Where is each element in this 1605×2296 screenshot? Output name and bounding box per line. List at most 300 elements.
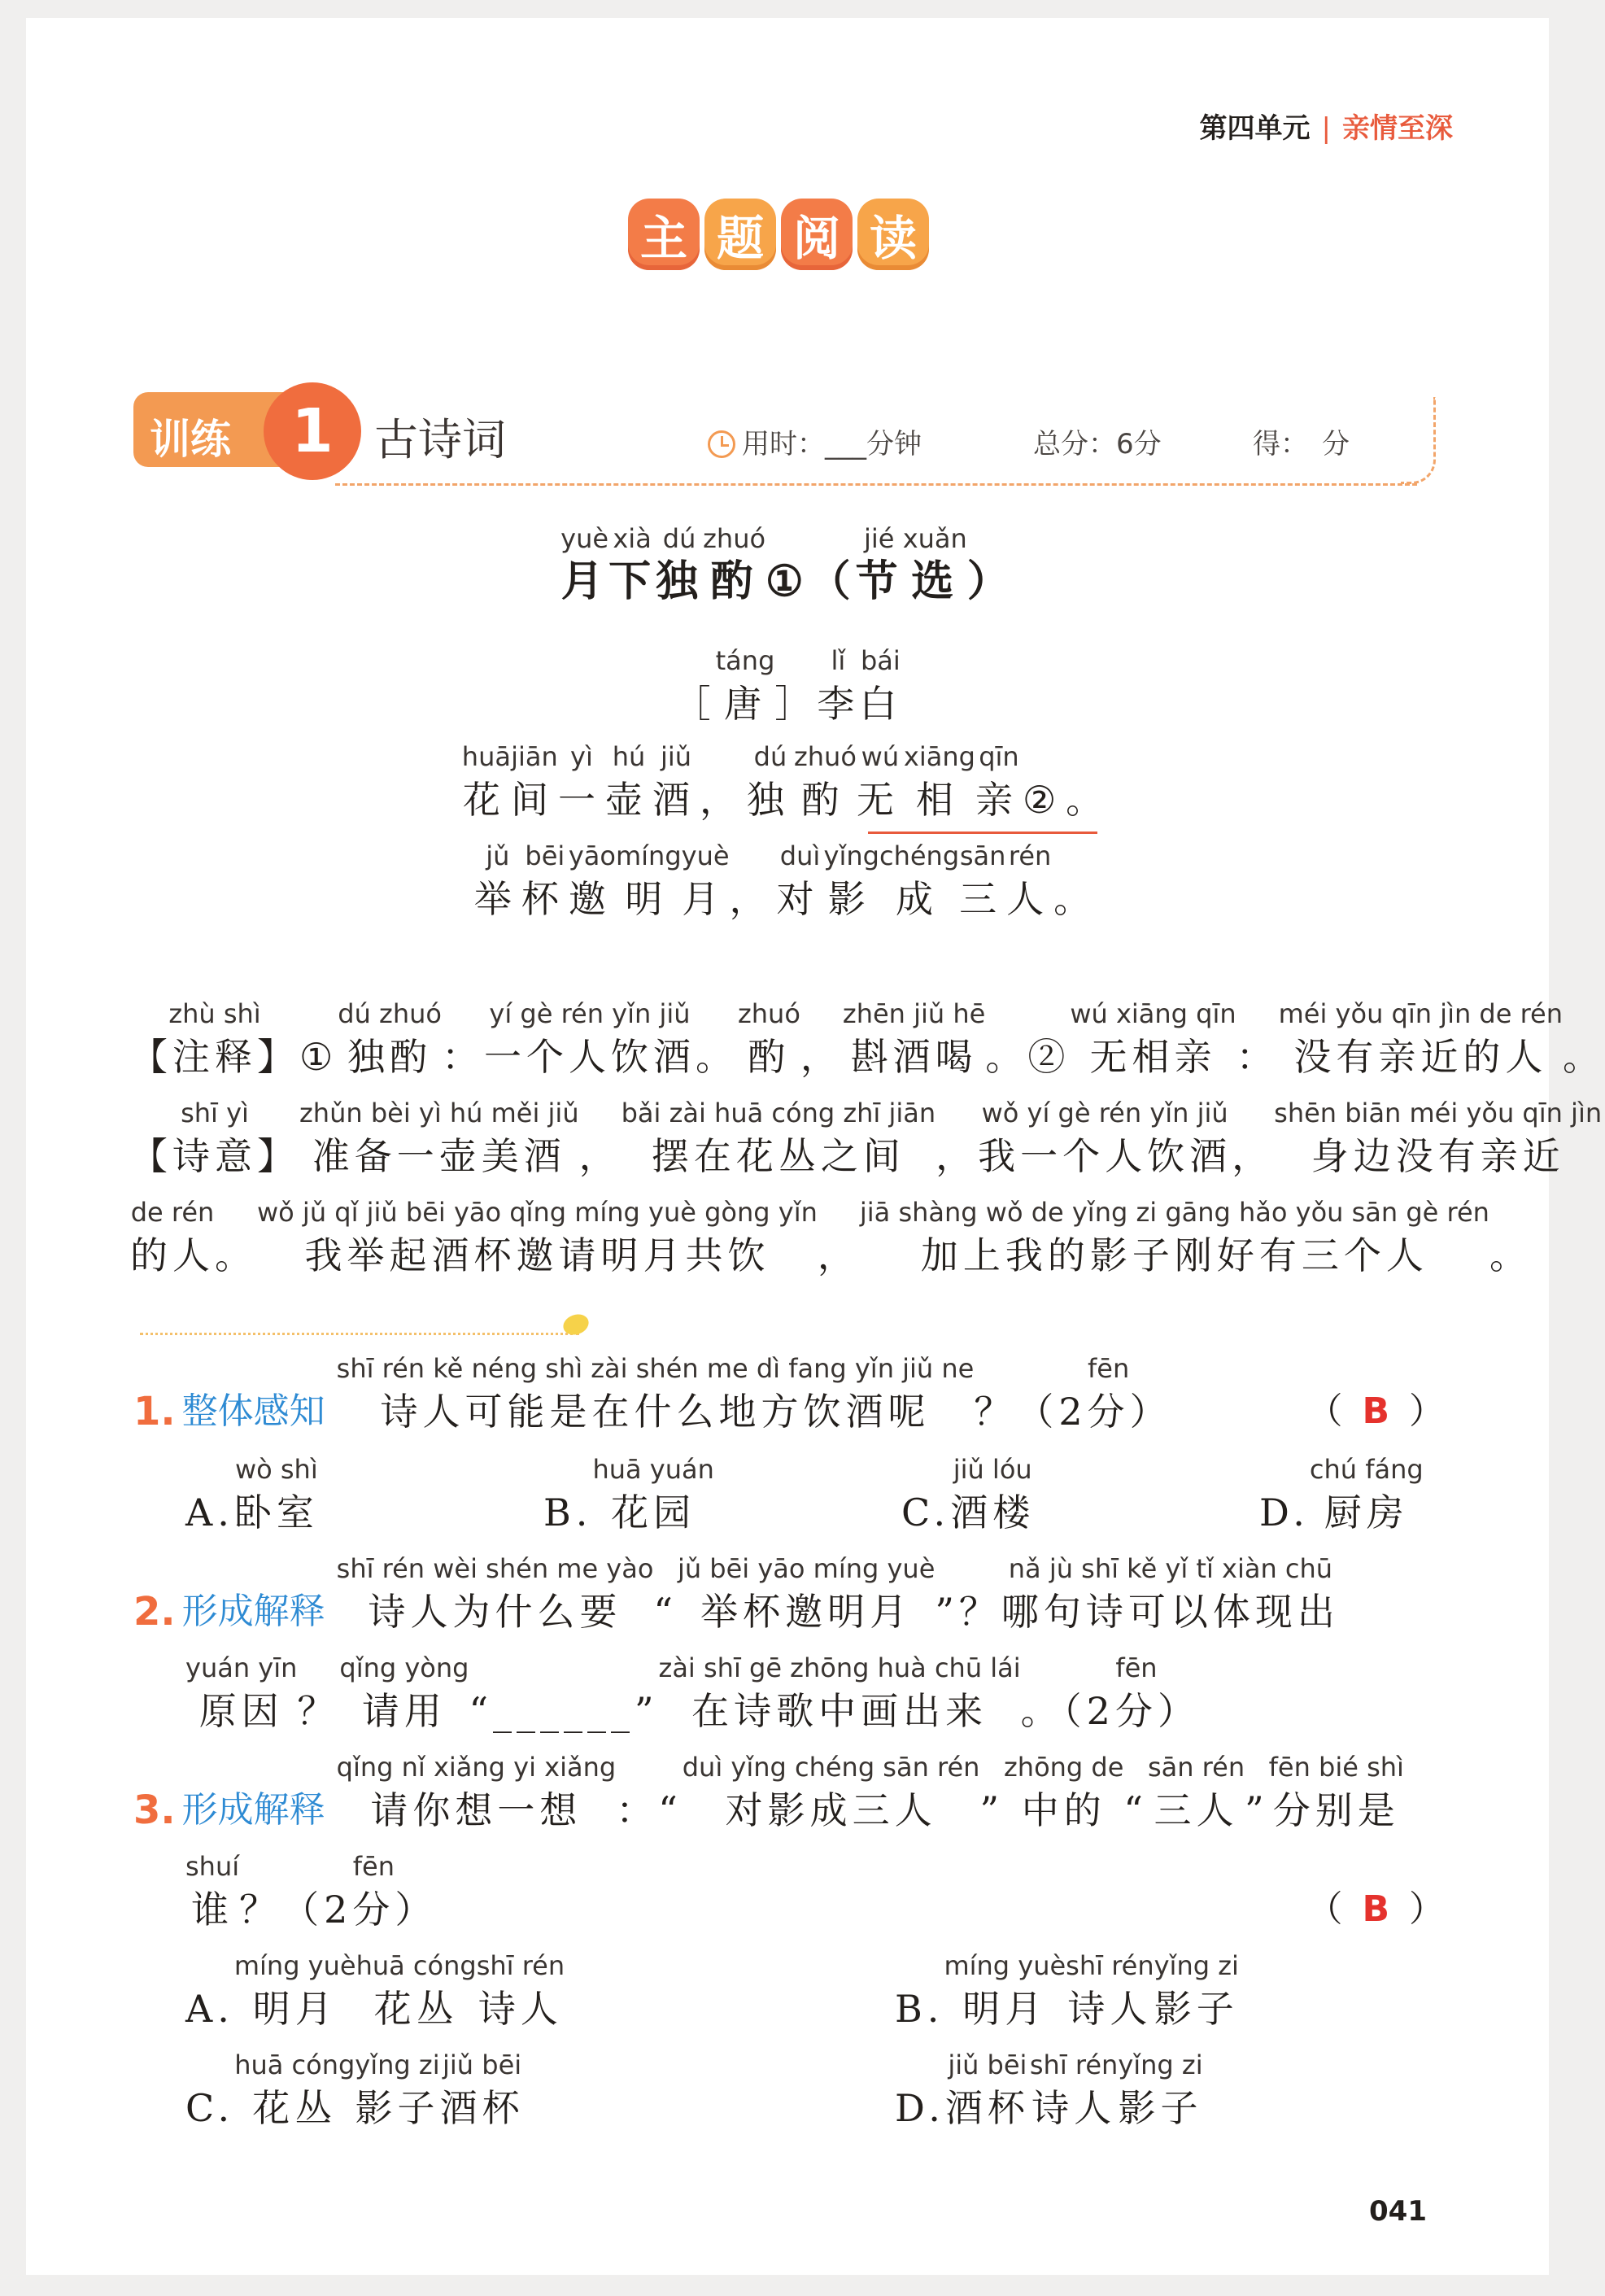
question-number: 2. [133,1589,176,1635]
hanzi: 明月 [962,1987,1048,2031]
ruby-segment [297,1652,339,1738]
ruby-segment [234,1453,319,1539]
ruby-segment [843,997,985,1084]
hanzi: 。 [1053,877,1101,921]
question-tag: 整体感知 [181,1390,325,1432]
hanzi: 分 [1114,1689,1158,1733]
ruby-segment [299,997,338,1084]
hanzi: ”？ [935,1590,1001,1634]
pinyin: fēn [352,1851,395,1882]
hanzi: ， [817,1233,860,1277]
ruby-segment [860,1196,1489,1282]
hanzi: 节 [855,557,903,606]
hanzi: 在诗歌中画出来 [691,1689,988,1733]
ruby-segment [1053,840,1101,926]
pinyin: zhuó [793,741,857,772]
ruby-segment [985,997,1070,1084]
hanzi: 白 [859,682,902,726]
hanzi: ：“ [616,1788,683,1832]
hanzi: 举杯邀明月 [700,1590,913,1634]
pinyin: yí gè rén yǐn jiǔ [489,998,691,1029]
ruby-segment [979,1751,1004,1837]
ruby-segment [477,1949,565,2036]
pinyin: jiǔ bēi [948,2049,1027,2080]
answer-bracket-1 [1306,1385,1445,1438]
ruby-segment [895,1949,944,2036]
pinyin: de rén [130,1197,215,1228]
hanzi: ” [979,1788,1004,1832]
question-text [337,1352,1172,1438]
hanzi: 分别是 [1272,1788,1400,1832]
hanzi: 。 [215,1233,257,1277]
hanzi: 的人 [130,1233,215,1277]
hanzi: 唐 [724,682,766,726]
ruby-segment [959,840,1006,926]
hanzi: “ [1123,1788,1148,1832]
hanzi: 三 [959,877,1007,921]
hanzi: 明 [625,877,673,921]
hanzi: 影子 [1118,2086,1203,2130]
hanzi: ： [1236,1035,1279,1079]
pinyin: fēn bié shì [1268,1752,1404,1783]
pinyin: jiǔ [660,741,691,772]
hanzi: ［ [673,682,716,726]
ruby-segment [682,840,730,926]
bracket-close: ） [1409,1888,1445,1930]
hanzi: 准备一壶美酒 [312,1134,566,1178]
hanzi: 亲 [975,778,1023,822]
hanzi: 一个人饮酒 [483,1035,696,1079]
option-b[interactable] [895,1949,1239,2036]
title-char: 主 [628,199,700,270]
ruby-segment [257,1196,818,1282]
question-number: 1. [133,1389,176,1434]
hanzi: 【注释】 [130,1035,299,1079]
ruby-segment [974,1352,1058,1438]
ruby-segment [440,2049,525,2135]
ruby-segment [1130,1352,1172,1438]
unit-label: 第四单元 [1199,112,1311,145]
ruby-segment [1563,997,1605,1084]
ruby-segment [703,522,765,609]
hanzi: 独酌 [347,1035,433,1079]
ruby-segment [975,740,1023,827]
pinyin: jiǔ lóu [953,1454,1032,1485]
ruby-segment [338,997,442,1084]
pinyin: fēn [1088,1353,1130,1384]
pinyin: wú xiāng qīn [1070,998,1236,1029]
pinyin: zhǔn bèi yì hú měi jiǔ [299,1098,579,1128]
hanzi: 成 [896,877,944,921]
ruby-segment [856,522,903,609]
hanzi: 酒杯 [439,2086,525,2130]
ruby-segment [1274,1097,1602,1183]
pinyin: yuè [681,840,730,871]
ruby-segment [653,1552,678,1639]
ruby-segment [215,1196,257,1282]
ruby-segment [935,1552,1001,1639]
pinyin: xià [613,523,652,554]
hanzi: 诗人为什么要 [368,1590,622,1634]
page-number: 041 [1369,2195,1427,2228]
ruby-segment [605,740,652,827]
bracket-open: （ [1306,1390,1343,1432]
hanzi: “ [653,1590,678,1634]
hanzi: 相 [915,778,963,822]
ruby-segment [355,2049,439,2135]
notes-line-2 [130,1097,1602,1183]
pinyin: wò shì [234,1454,318,1485]
bracket-open: （ [1306,1888,1343,1930]
hanzi: 影子 [355,2086,440,2130]
hanzi: 对影成三人 [725,1788,937,1832]
hanzi: 人 [1006,877,1054,921]
ruby-segment [765,522,856,609]
hanzi: 月 [560,557,608,606]
question-2 [133,1552,1340,1639]
pinyin: xuǎn [902,523,967,554]
pinyin: yǐng zi [1118,2049,1203,2080]
question-text [337,1552,1340,1639]
hanzi: 中的 [1021,1788,1106,1832]
hanzi: ， [578,1134,622,1178]
ruby-segment [1066,1949,1154,2036]
hanzi: 分 [352,1888,395,1932]
hanzi: 酌 [801,778,849,822]
pinyin: shuí [185,1851,240,1882]
pinyin: rén [1008,840,1052,871]
pinyin: xiāng [903,741,975,772]
option-b[interactable] [543,1453,714,1539]
ruby-segment [936,1097,978,1183]
ruby-segment [462,740,511,827]
ruby-segment [511,740,558,827]
hanzi: 。 [1563,1035,1605,1079]
ruby-segment [1158,1652,1200,1738]
hanzi: 诗人 [1031,2086,1117,2130]
hanzi: 谁 [191,1888,234,1932]
ruby-segment [469,1652,658,1738]
ruby-segment [130,997,299,1084]
ruby-segment [299,1097,579,1183]
ruby-segment [1259,1453,1310,1539]
answer-underline [868,832,1097,834]
ruby-segment [738,997,800,1084]
ruby-segment [130,1196,215,1282]
ruby-segment [1123,1751,1148,1837]
hanzi: 无 [856,778,904,822]
pinyin: jǔ bēi yāo míng yuè [677,1553,936,1584]
ruby-segment [903,522,967,609]
hanzi: 间 [510,778,558,822]
hanzi: 摆在花丛之间 [651,1134,905,1178]
hanzi: ？（ [974,1390,1059,1434]
ruby-segment [1236,997,1279,1084]
pinyin: táng [715,645,775,676]
ruby-segment [234,2049,355,2135]
hanzi: 没有亲近的人 [1293,1035,1548,1079]
ruby-segment [904,740,975,827]
unit-theme: 亲情至深 [1342,112,1453,145]
ruby-segment [352,1850,395,1936]
ruby-segment [700,740,747,827]
hanzi: 酒楼 [950,1491,1036,1534]
pinyin: zhuó [703,523,766,554]
divider-curl [1401,397,1436,484]
pinyin: sān rén [1147,1752,1245,1783]
pinyin: duì yǐng chéng sān rén [682,1752,980,1783]
ruby-segment [747,740,794,827]
option-a[interactable] [185,1949,565,2036]
hanzi: ① [299,1035,338,1079]
ruby-segment [824,840,879,926]
pinyin: yuán yīn [185,1652,298,1683]
pinyin: yāo [568,840,616,871]
pinyin: shī rén [1029,2049,1119,2080]
ruby-segment [1001,1552,1340,1639]
hanzi: 影子 [1154,1987,1239,2031]
ruby-segment [395,1850,437,1936]
ruby-segment [1245,1751,1269,1837]
ruby-segment [1006,840,1053,926]
pinyin: jiǔ bēi [443,2049,522,2080]
ruby-segment [484,997,696,1084]
hanzi: 独 [656,557,704,606]
ruby-segment [950,1453,1035,1539]
ruby-segment [1279,997,1563,1084]
question-tag: 形成解释 [181,1591,325,1632]
question-tag: 形成解释 [181,1789,325,1831]
title-char: 题 [704,199,776,270]
poem-author [26,644,1549,731]
ruby-segment [857,740,904,827]
option-c[interactable] [901,1453,1035,1539]
ruby-segment [1058,1352,1087,1438]
hanzi: 身边没有亲近 [1311,1134,1565,1178]
pinyin: wǒ yí gè rén yǐn jiǔ [981,1098,1228,1128]
hanzi: 【诗意】 [130,1134,299,1178]
pinyin: wú [861,741,900,772]
pinyin: zhuó [737,998,800,1029]
ruby-segment [674,644,716,731]
hanzi: 花 [462,778,510,822]
ruby-segment [800,997,843,1084]
ruby-segment [185,1652,297,1738]
pinyin: yuè [560,523,609,554]
ruby-segment [794,740,857,827]
hanzi: 诗人可能是在什么地方饮酒呢 [380,1390,931,1434]
ruby-segment [569,840,616,926]
ruby-segment [1023,740,1113,827]
pinyin: yǐng zi [1154,1950,1239,1981]
pinyin: jiā shàng wǒ de yǐng zi gāng hǎo yǒu sān gè rén [859,1197,1489,1228]
pinyin: méi yǒu qīn jìn de rén [1278,998,1563,1029]
pinyin: chéng [879,840,960,871]
ruby-segment [592,1453,713,1539]
ruby-segment [560,522,608,609]
hanzi: 原因 [198,1689,284,1733]
question-3 [133,1751,1404,1837]
ruby-segment [185,1850,239,1936]
pinyin: bēi [525,840,565,871]
training-number: 1 [264,382,361,480]
poem-title [26,522,1549,609]
hanzi: 诗人 [1067,1987,1153,2031]
hanzi: ？（2 [239,1888,353,1932]
ruby-segment [622,1097,936,1183]
ruby-segment [978,1097,1232,1183]
workbook-page [26,18,1605,2275]
hanzi: A. [185,1987,234,2031]
hanzi: ） [966,557,1014,606]
hanzi: 邀 [568,877,616,921]
ruby-segment [652,740,700,827]
pinyin: yǐng zi [355,2049,440,2080]
hanzi: 厨房 [1324,1491,1409,1534]
hanzi: ］ [774,682,818,726]
ruby-segment [521,840,569,926]
hanzi: ： [441,1035,484,1079]
pinyin: hú [612,741,646,772]
hanzi: 花丛 [252,2086,338,2130]
hanzi: 影 [827,877,875,921]
hanzi: ②。 [1022,778,1114,822]
ruby-segment [859,644,901,731]
hanzi: 下 [608,557,656,606]
hanzi: 明月 [252,1987,338,2031]
pinyin: huā cóng [355,1950,477,1981]
hanzi: ） [1129,1390,1172,1434]
title-char: 读 [857,199,929,270]
hanzi: 我一个人饮酒 [978,1134,1232,1178]
pinyin: duì [779,840,821,871]
option-a[interactable] [185,1453,319,1539]
pinyin: yǐng [823,840,879,871]
pinyin: nǎ jù shī kě yǐ tǐ xiàn chū [1008,1553,1333,1584]
ruby-segment [944,1949,1066,2036]
hanzi: D. [1259,1491,1310,1534]
header-separator: | [1321,112,1331,145]
option-c[interactable] [185,2049,525,2135]
hanzi: ， [800,1035,843,1079]
hanzi: ， [729,877,777,921]
notes-line-1 [130,997,1605,1084]
hanzi: 我举起酒杯邀请明月共饮 [304,1233,770,1277]
ruby-segment [1154,1949,1239,2036]
hanzi: 酌 [710,557,758,606]
ruby-segment [1021,1652,1115,1738]
ruby-segment [656,522,703,609]
ruby-segment [130,1097,299,1183]
ruby-segment [1088,1352,1130,1438]
hanzi: 月 [682,877,730,921]
ruby-segment [683,1751,980,1837]
option-d[interactable] [1259,1453,1424,1539]
dotted-separator [140,1333,579,1335]
pinyin: zhù shì [168,998,261,1029]
hanzi: 卧室 [233,1491,319,1534]
ruby-segment [901,1453,950,1539]
ruby-segment [339,1652,469,1738]
pinyin: sān [959,840,1006,871]
notes-line-3 [130,1196,1532,1282]
clock-icon [708,430,735,458]
hanzi: 酌 [748,1035,791,1079]
pinyin: wǒ jǔ qǐ jiǔ bēi yāo qǐng míng yuè gòng yǐn [257,1197,818,1228]
ruby-segment [817,644,859,731]
section-title: 古诗词 [374,414,506,465]
ruby-segment [442,997,484,1084]
ruby-segment [474,840,521,926]
page-title [628,199,929,270]
pinyin: shī yì [181,1098,249,1128]
ruby-segment [678,1552,935,1639]
ruby-segment [1269,1751,1404,1837]
time-label: 用时：___分钟 [742,428,922,461]
pinyin: shī rén [476,1950,565,1981]
ruby-segment [337,1352,975,1438]
ruby-segment [774,644,817,731]
hanzi: ， [1232,1134,1275,1178]
question-3-cont [185,1850,437,1936]
ruby-segment [895,2049,945,2135]
answer-value: B [1362,1888,1389,1930]
hanzi: 举 [473,877,521,921]
pinyin: míng yuè [233,1950,356,1981]
pinyin: qǐng yòng [339,1652,469,1683]
option-d[interactable] [895,2049,1203,2135]
hanzi: 诗人 [478,1987,563,2031]
hanzi: 斟酒喝 [850,1035,978,1079]
hanzi: “______” [469,1689,659,1733]
hanzi: ） [1157,1689,1200,1733]
hanzi: 对 [776,877,824,921]
hanzi: 选 [911,557,959,606]
pinyin: dú [753,741,787,772]
question-2-cont [185,1652,1200,1738]
time-field [708,421,922,461]
ruby-segment [716,644,775,731]
hanzi: B. [895,1987,944,2031]
hanzi: 请用 [361,1689,447,1733]
pinyin: dú zhuó [338,998,442,1029]
question-1 [133,1352,1172,1438]
pinyin: míng [615,840,682,871]
ruby-segment [1115,1652,1158,1738]
pinyin: yì [570,741,593,772]
hanzi: ） [395,1888,438,1932]
hanzi: 。② [985,1035,1071,1079]
hanzi: 一 [557,778,605,822]
pinyin: fēn [1115,1652,1158,1683]
ruby-segment [696,997,738,1084]
hanzi: 花丛 [373,1987,459,2031]
hanzi: 哪句诗可以体现出 [1001,1590,1340,1634]
pinyin: bǎi zài huā cóng zhī jiān [621,1098,936,1128]
hanzi: C. [901,1491,951,1534]
hanzi: 2 [1058,1390,1088,1434]
pinyin: shēn biān méi yǒu qīn jìn [1274,1098,1603,1128]
ruby-segment [543,1453,592,1539]
pinyin: bái [860,645,901,676]
pinyin: jié [863,523,895,554]
ruby-segment [185,2049,234,2135]
pinyin: qīn [979,741,1019,772]
ruby-segment [730,840,777,926]
hanzi: 独 [746,778,794,822]
ruby-segment [337,1552,654,1639]
total-score: 总分：6分 [1033,428,1162,461]
